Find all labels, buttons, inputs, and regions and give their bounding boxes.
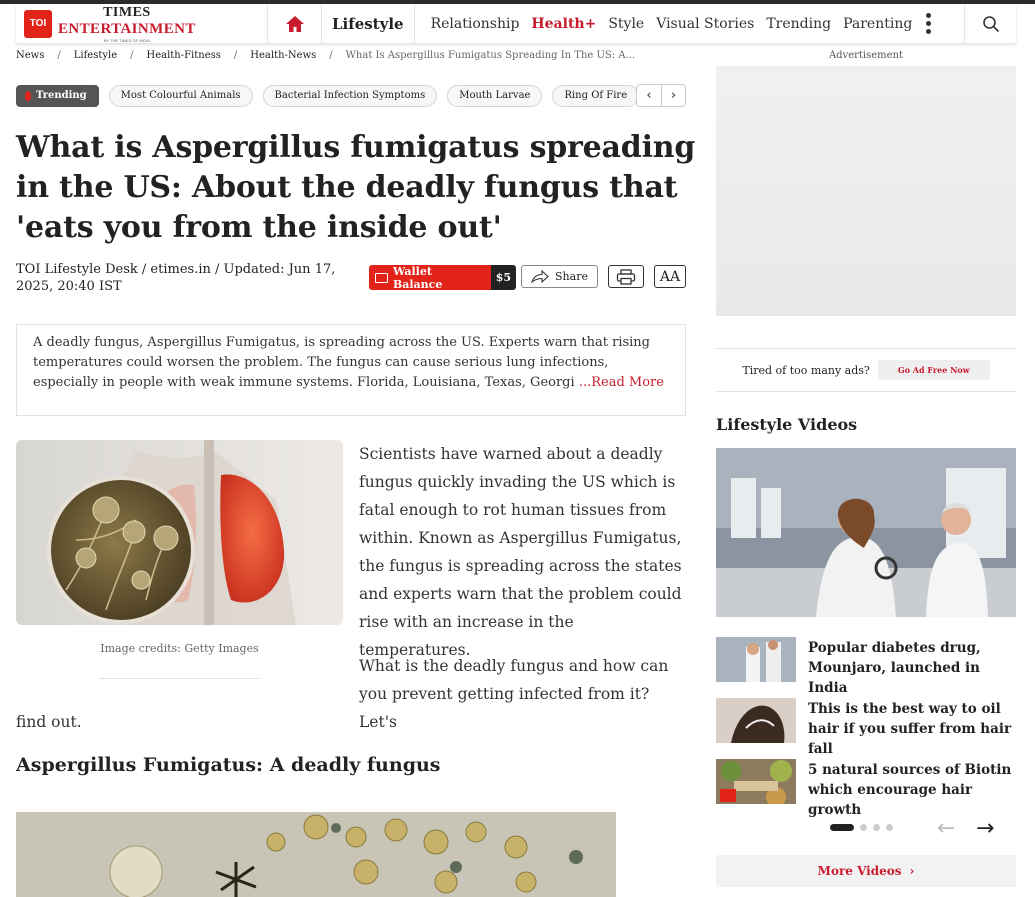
share-button[interactable]: [521, 265, 598, 288]
chevron-right-icon[interactable]: ›: [661, 85, 685, 106]
chevron-left-icon[interactable]: ‹: [646, 88, 652, 103]
flame-icon: [25, 91, 31, 101]
logo-line-1: TIMES: [103, 4, 151, 20]
nav-item-parenting[interactable]: Parenting: [843, 15, 913, 32]
video-title: 5 natural sources of Biotin which encourage hair growth: [808, 762, 1012, 818]
search-icon: [982, 15, 1000, 33]
chevron-right-icon: ›: [909, 864, 915, 878]
breadcrumb-health-fitness[interactable]: Health-Fitness: [146, 50, 221, 61]
advertisement-slot[interactable]: [716, 66, 1016, 316]
trending-scroll-controls: [636, 84, 686, 107]
trending-pill[interactable]: Ring Of Fire: [552, 85, 639, 107]
search-button[interactable]: [964, 4, 1016, 44]
site-logo[interactable]: [16, 4, 268, 44]
pager-dot[interactable]: [886, 824, 893, 831]
breadcrumb-current: What Is Aspergillus Fumigatus Spreading In The US: A...: [345, 50, 636, 61]
go-ad-free-button[interactable]: Go Ad Free Now: [878, 360, 990, 380]
font-size-button[interactable]: AA: [654, 265, 686, 288]
image-credit: Image credits: Getty Images: [100, 642, 259, 655]
trending-pill[interactable]: Bacterial Infection Symptoms: [263, 85, 438, 107]
video-carousel-pager: [830, 824, 893, 831]
video-thumbnail: [716, 637, 796, 682]
wallet-label: Wallet Balance: [392, 265, 443, 290]
wallet-envelope-icon: [375, 273, 388, 283]
video-title: This is the best way to oil hair if you suffer from hair fall: [808, 701, 1012, 757]
nav-item-relationship[interactable]: Relationship: [430, 15, 520, 32]
nav-item-visual-stories[interactable]: Visual Stories: [656, 15, 755, 32]
breadcrumb: News / Lifestyle / Health-Fitness / Health-News / What Is Aspergillus Fumigatus Spreading In The US: A...: [16, 50, 636, 61]
trending-pill[interactable]: Most Colourful Animals: [109, 85, 253, 107]
nav-section-lifestyle[interactable]: Lifestyle: [322, 4, 415, 44]
print-button[interactable]: [608, 265, 644, 288]
wallet-amount: $5: [491, 265, 516, 290]
pager-dot[interactable]: [873, 824, 880, 831]
breadcrumb-news[interactable]: News: [16, 50, 45, 61]
article-summary: [16, 324, 686, 416]
printer-icon: [616, 269, 636, 285]
trending-pill[interactable]: Mouth Larvae: [447, 85, 542, 107]
advertisement-label: Advertisement: [828, 50, 904, 61]
nav-item-style[interactable]: Style: [608, 15, 645, 32]
arrow-left-icon[interactable]: ←: [937, 816, 956, 841]
credit-divider: [100, 678, 260, 679]
more-videos-label: More Videos: [817, 864, 902, 878]
article-title: What is Aspergillus fumigatus spreading in the US: About the deadly fungus that 'eats you from the inside out': [16, 130, 696, 245]
pager-dot[interactable]: [860, 824, 867, 831]
article-paragraph-1: Scientists have warned about a deadly fungus quickly invading the US which is fatal enough to rot human tissues from within. Known as Aspergillus Fumigatus, the fungus is spreading across the states and experts warn that the problem could rise with an increase in the temperatures.: [359, 445, 682, 659]
article-image-fungus-lungs: [16, 440, 343, 625]
article-byline: TOI Lifestyle Desk / etimes.in / Updated: Jun 17, 2025, 20:40 IST: [16, 262, 336, 294]
nav-item-health[interactable]: Health+: [531, 15, 597, 32]
pager-dot-active[interactable]: [830, 824, 854, 831]
main-navbar: [16, 4, 1016, 44]
video-list-item[interactable]: [716, 637, 1016, 696]
breadcrumb-lifestyle[interactable]: Lifestyle: [73, 50, 118, 61]
trending-label: Trending: [16, 85, 99, 107]
article-subheading: Aspergillus Fumigatus: A deadly fungus: [16, 754, 441, 776]
video-list-item[interactable]: [716, 759, 1016, 818]
ad-free-text: Tired of too many ads?: [742, 363, 870, 377]
share-label: Share: [555, 270, 588, 283]
article-paragraph-2-end: find out.: [16, 713, 82, 731]
summary-text: A deadly fungus, Aspergillus Fumigatus, is spreading across the US. Experts warn that rising temperatures could worsen the problem. The fungus can cause serious lung infections, especially in people with weak immune systems. Florida, Louisiana, Texas, Georgi: [33, 335, 650, 390]
video-thumbnail: [716, 698, 796, 743]
breadcrumb-health-news[interactable]: Health-News: [250, 50, 317, 61]
logo-line-2: ENTERTAINMENT: [58, 20, 196, 37]
trending-bar: [16, 84, 686, 107]
logo-wordmark: [58, 5, 196, 43]
home-button[interactable]: [268, 4, 322, 44]
video-list-item[interactable]: [716, 698, 1016, 757]
read-more-link[interactable]: ...Read More: [578, 375, 664, 390]
video-thumbnail: [716, 759, 796, 804]
lifestyle-videos-title: Lifestyle Videos: [716, 415, 858, 434]
ad-free-banner: [716, 348, 1016, 392]
arrow-right-icon[interactable]: →: [976, 816, 995, 841]
nav-item-trending[interactable]: Trending: [766, 15, 832, 32]
home-icon: [285, 14, 305, 34]
more-videos-button[interactable]: [716, 855, 1016, 887]
nav-items: [415, 4, 913, 44]
video-title: Popular diabetes drug, Mounjaro, launched in India: [808, 640, 981, 696]
wallet-balance-button[interactable]: [369, 265, 516, 290]
article-paragraph-2: What is the deadly fungus and how can you prevent getting infected from it? Let's: [359, 657, 669, 731]
toi-logo-badge: TOI: [24, 10, 52, 38]
article-image-petri-dish: [16, 812, 616, 897]
featured-video-thumbnail[interactable]: [716, 448, 1016, 617]
more-menu-icon[interactable]: [912, 13, 945, 34]
logo-line-3: BY THE TIMES OF INDIA: [103, 37, 150, 43]
share-icon: [531, 270, 549, 283]
